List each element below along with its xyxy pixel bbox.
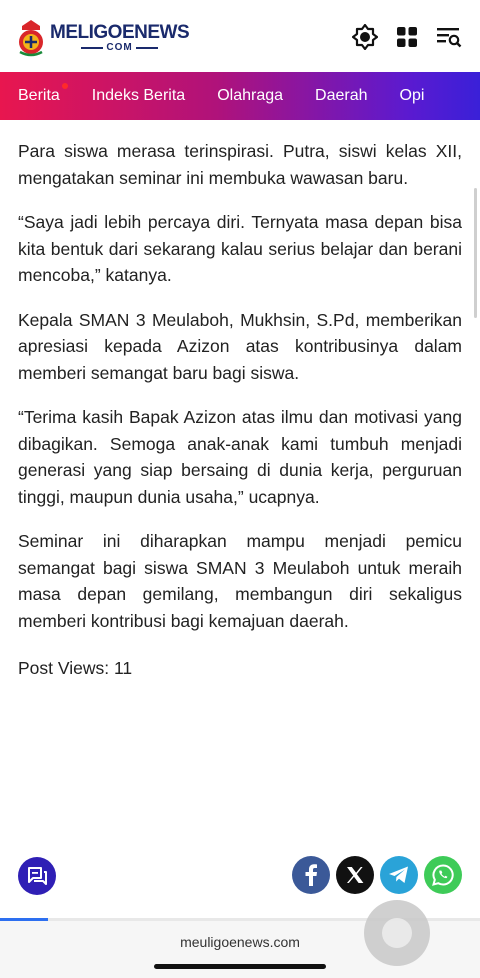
article-paragraph: Seminar ini diharapkan mampu menjadi pemicu semangat bagi siswa SMAN 3 Meulaboh untuk meraih masa depan gemilang, membangun diri sekaligus memberi kontribusi bagi kemajuan daerah. [18,531,462,631]
post-views: Post Views: 11 [18,658,133,678]
article-paragraph: “Saya jadi lebih percaya diri. Ternyata masa depan bisa kita bentuk dari sekarang kalau serius belajar dan berani mencoba,” katanya. [18,212,462,285]
nav-item-indeks-berita[interactable]: Indeks Berita [91,87,186,104]
floating-button-inner [382,918,412,948]
article-paragraph: Para siswa merasa terinspirasi. Putra, siswi kelas XII, mengatakan seminar ini membuka wawasan baru. [18,141,462,188]
nav-item-opini[interactable]: Opi [399,87,425,104]
whatsapp-share-button[interactable] [424,856,462,894]
comment-icon [26,865,48,887]
active-dot-icon [62,83,68,89]
search-menu-icon[interactable] [436,24,462,50]
facebook-icon [302,864,320,886]
logo-sub-text: COM [81,43,157,53]
floating-assistive-button[interactable] [364,900,430,966]
brightness-icon[interactable] [352,24,378,50]
telegram-icon [388,865,410,885]
nav-item-daerah[interactable]: Daerah [315,87,368,104]
article-paragraph: Kepala SMAN 3 Meulaboh, Mukhsin, S.Pd, memberikan apresiasi kepada Azizon atas kontribusinya dalam memberi semangat baru bagi siswa. [18,309,462,383]
nav-item-berita[interactable]: Berita [0,87,76,105]
x-icon [345,865,365,885]
grid-icon[interactable] [394,24,420,50]
comment-button[interactable] [18,857,56,895]
logo-emblem-icon [16,18,46,58]
share-buttons [292,856,462,894]
x-share-button[interactable] [336,856,374,894]
article-paragraph: “Terima kasih Bapak Azizon atas ilmu dan motivasi yang dibagikan. Semoga anak-anak kami tumbuh menjadi generasi yang siap bersaing di dunia kerja, perguruan tinggi, maupun dunia usaha,” ucapnya. [18,407,462,507]
telegram-share-button[interactable] [380,856,418,894]
article-body [18,120,462,679]
nav-item-olahraga[interactable]: Olahraga [217,87,284,104]
url-text[interactable]: meuligoenews.com [180,934,300,950]
facebook-share-button[interactable] [292,856,330,894]
site-logo[interactable] [16,16,189,60]
category-nav [0,72,480,120]
home-indicator[interactable] [154,964,326,969]
whatsapp-icon [431,863,455,887]
logo-main-text: MELIGOENEWS [50,22,190,43]
scrollbar[interactable] [474,188,477,318]
site-header [0,0,480,72]
